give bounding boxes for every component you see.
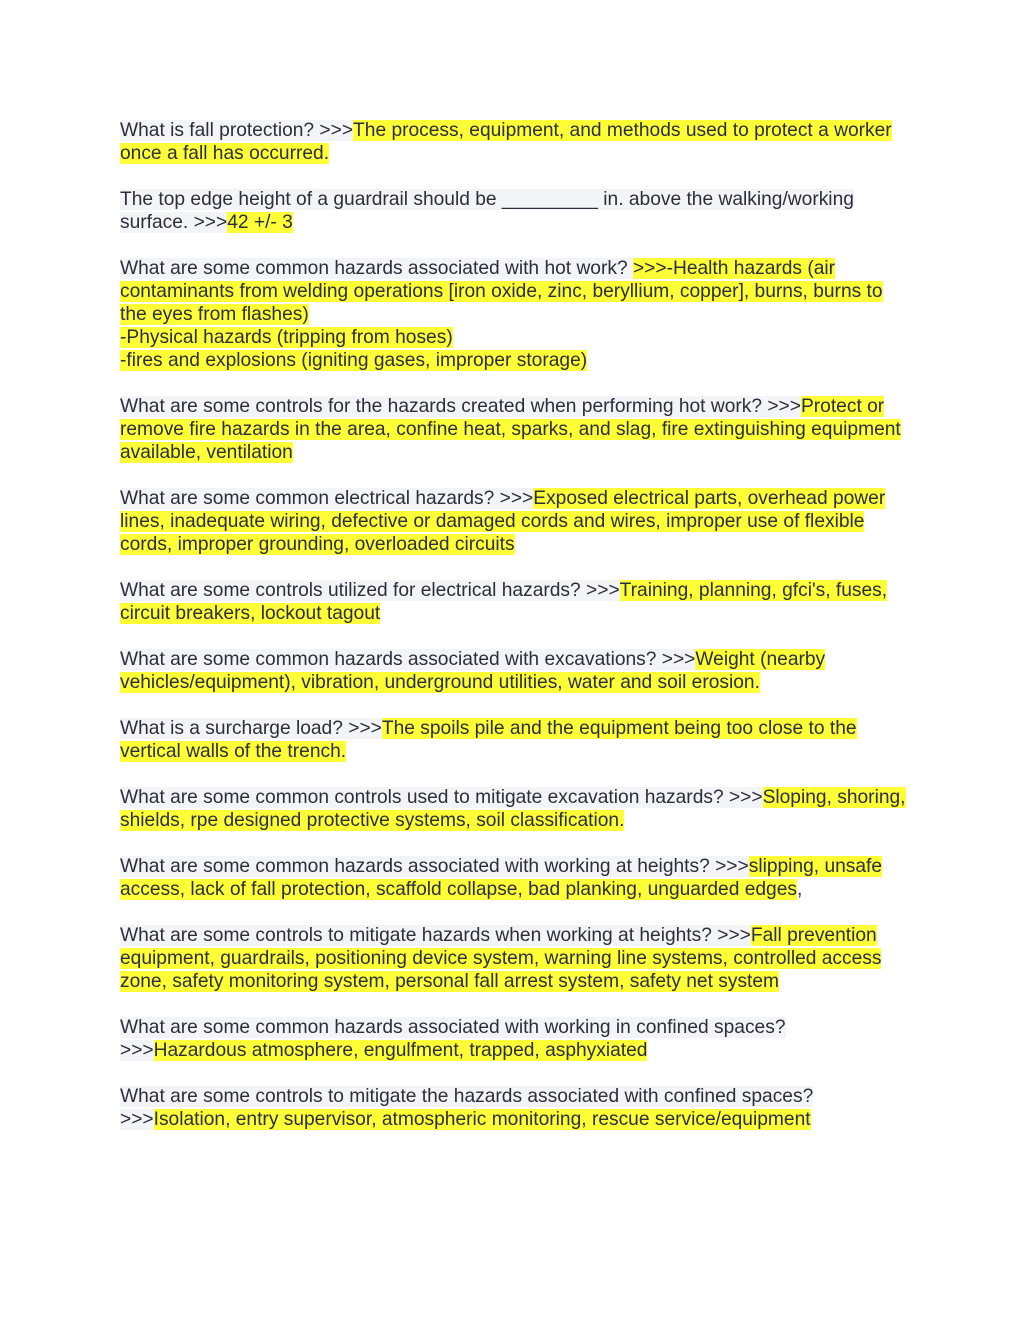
answer-highlight-line-3: -fires and explosions (igniting gases, improper storage) [120, 350, 588, 371]
answer-highlight: Exposed electrical parts, overhead power lines, inadequate wiring, defective or damaged cords and wires, improper use of flexible cords, improper grounding, overloaded circuits [120, 488, 886, 555]
answer-highlight: Weight (nearby vehicles/equipment), vibration, underground utilities, water and soil erosion. [120, 649, 826, 693]
question-text: What are some common hazards associated with working at heights? >>> [120, 856, 749, 877]
answer-highlight: Isolation, entry supervisor, atmospheric monitoring, rescue service/equipment [153, 1109, 811, 1130]
qa-item-6 [120, 579, 910, 625]
qa-item-11 [120, 924, 910, 993]
trailing-comma: , [796, 879, 803, 900]
qa-item-1 [120, 119, 910, 165]
qa-item-2 [120, 188, 910, 234]
question-text: What is a surcharge load? >>> [120, 718, 382, 739]
question-text: What is fall protection? >>> [120, 120, 354, 141]
question-text: What are some common electrical hazards? >>> [120, 488, 534, 509]
question-text: What are some common hazards associated with hot work? [120, 258, 633, 279]
question-text: What are some common hazards associated with working in confined spaces? >>> [120, 1017, 786, 1061]
document-page [120, 119, 910, 1154]
qa-item-9 [120, 786, 910, 832]
question-text: The top edge height of a guardrail should be _________ in. above the walking/working surface. >>> [120, 189, 854, 233]
answer-highlight: Sloping, shoring, shields, rpe designed protective systems, soil classification. [120, 787, 906, 831]
question-text: What are some controls utilized for electrical hazards? >>> [120, 580, 620, 601]
qa-item-13 [120, 1085, 910, 1131]
answer-highlight: The process, equipment, and methods used to protect a worker once a fall has occurred. [120, 120, 892, 164]
qa-item-4 [120, 395, 910, 464]
answer-highlight: 42 +/- 3 [227, 212, 293, 233]
qa-item-10 [120, 855, 910, 901]
qa-item-5 [120, 487, 910, 556]
answer-highlight: Protect or remove fire hazards in the area, confine heat, sparks, and slag, fire extinguishing equipment available, ventilation [120, 396, 901, 463]
answer-highlight: >>>-Health hazards (air contaminants from welding operations [iron oxide, zinc, beryllium, copper], burns, burns to the eyes from flashes) [120, 258, 883, 325]
question-text: What are some controls for the hazards created when performing hot work? >>> [120, 396, 801, 417]
answer-highlight-line-2: -Physical hazards (tripping from hoses) [120, 327, 453, 348]
question-text: What are some controls to mitigate hazards when working at heights? >>> [120, 925, 751, 946]
qa-item-12 [120, 1016, 910, 1062]
question-text: What are some common controls used to mitigate excavation hazards? >>> [120, 787, 763, 808]
qa-item-7 [120, 648, 910, 694]
answer-highlight: Hazardous atmosphere, engulfment, trapped, asphyxiated [153, 1040, 648, 1061]
question-text: What are some common hazards associated with excavations? >>> [120, 649, 696, 670]
answer-highlight: Fall prevention equipment, guardrails, positioning device system, warning line systems, controlled access zone, safety monitoring system, personal fall arrest system, safety net system [120, 925, 882, 992]
qa-item-8 [120, 717, 910, 763]
answer-highlight: The spoils pile and the equipment being too close to the vertical walls of the trench. [120, 718, 857, 762]
question-text: What are some controls to mitigate the hazards associated with confined spaces? >>> [120, 1086, 814, 1130]
qa-item-3 [120, 257, 910, 372]
answer-highlight: slipping, unsafe access, lack of fall protection, scaffold collapse, bad planking, unguarded edges [120, 856, 883, 900]
answer-highlight: Training, planning, gfci's, fuses, circuit breakers, lockout tagout [120, 580, 888, 624]
